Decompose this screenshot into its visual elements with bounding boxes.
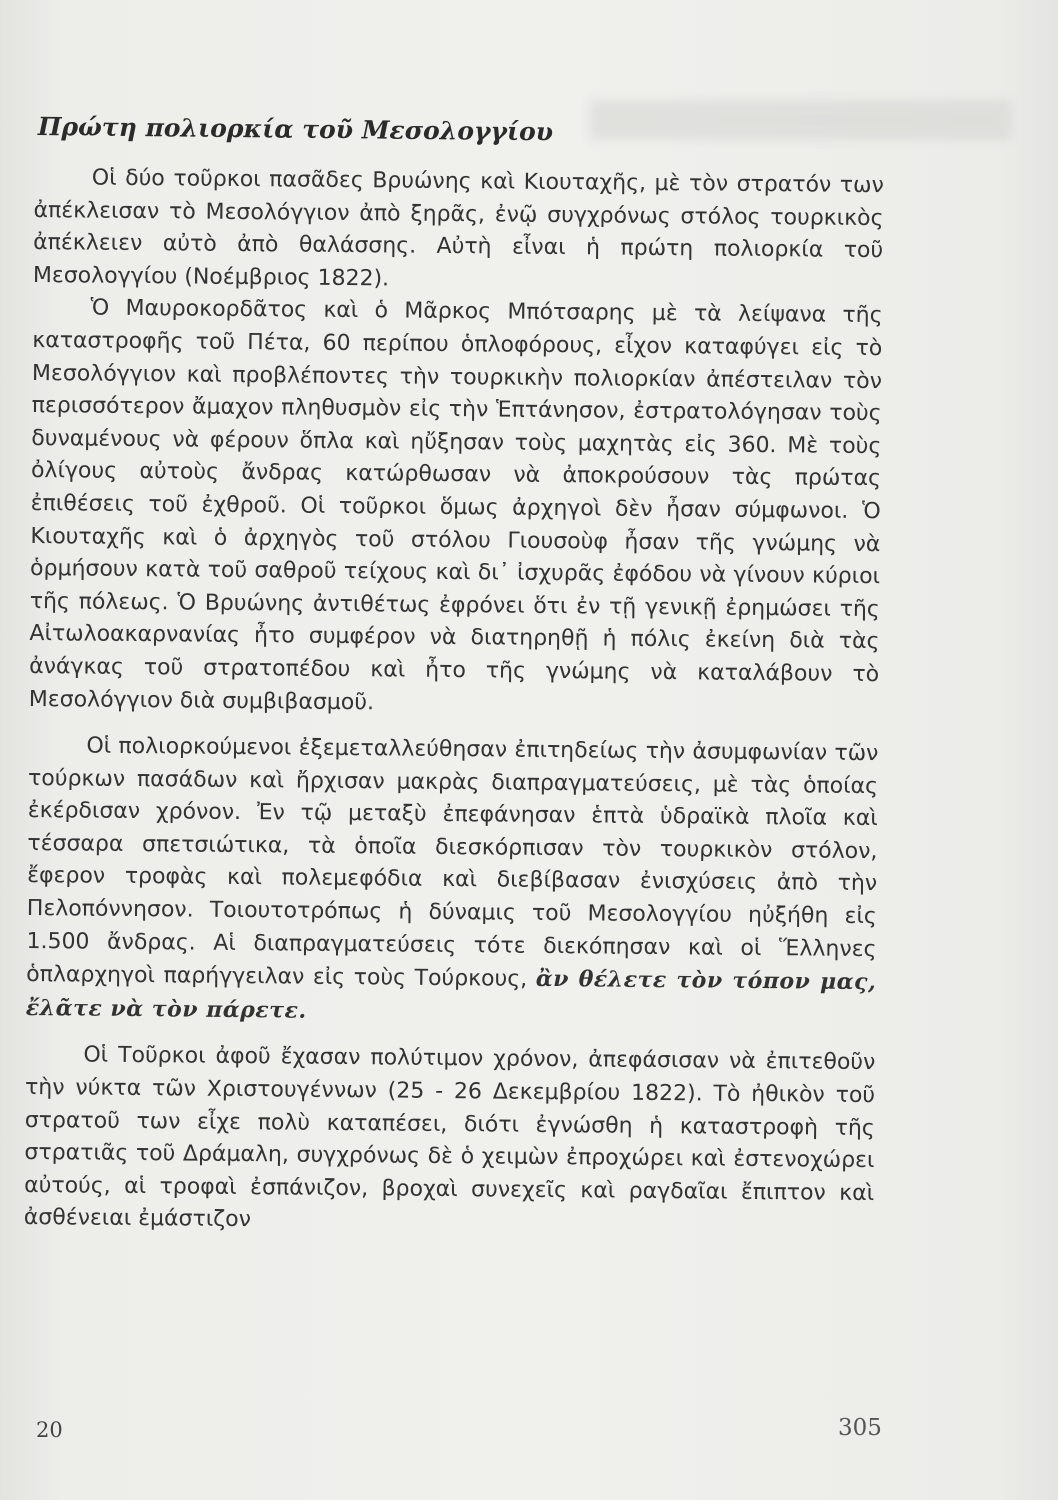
paragraph-3-quote: ἂν θέλετε τὸν τόπον μας, ἔλᾶτε νὰ τὸν πάρετε. [25, 966, 877, 1024]
paragraph-4: Οἱ Τοῦρκοι ἀφοῦ ἔχασαν πολύτιμον χρόνον, ἀπεφάσισαν νὰ ἐπιτεθοῦν τὴν νύκτα τῶν Χριστουγέννων (25 - 26 Δεκεμβρίου 1822). Τὸ ἠθικὸν τοῦ στρατοῦ των εἶχε πολὺ καταπέσει, διότι ἐγνώσθη ἡ καταστροφὴ τῆς στρατιᾶς τοῦ Δράμαλη, συγχρόνως δὲ ὁ χειμὼν ἐπροχώρει καὶ ἐστενοχώρει αὐτούς, αἱ τροφαὶ ἐσπάνιζον, βροχαὶ συνεχεῖς καὶ ραγδαῖαι ἔπιπτον καὶ ἀσθένειαι ἐμάστιζον [23, 1042, 876, 1233]
body-text [24, 162, 884, 1243]
section-heading: Πρώτη πολιορκία τοῦ Μεσολογγίου [37, 112, 554, 147]
bleed-through-shadow [590, 100, 1010, 140]
paragraph-3 [26, 730, 879, 1033]
page-number-right: 305 [838, 1415, 882, 1441]
page-number-left: 20 [36, 1418, 63, 1442]
paragraph-2: Ὁ Μαυροκορδᾶτος καὶ ὁ Μᾶρκος Μπότσαρης μὲ τὰ λείψανα τῆς καταστροφῆς τοῦ Πέτα, 60 περίπου ὁπλοφόρους, εἶχον καταφύγει εἰς τὸ Μεσολόγγιον καὶ προβλέποντες τὴν τουρκικὴν πολιορκίαν ἀπέστειλαν τὸν περισσότερον ἄμαχον πληθυσμὸν εἰς τὴν Ἑπτάνησον, ἐστρατολόγησαν τοὺς δυναμένους νὰ φέρουν ὅπλα καὶ ηὔξησαν τοὺς μαχητὰς εἰς 360. Μὲ τοὺς ὀλίγους αὐτοὺς ἄνδρας κατώρθωσαν νὰ ἀποκρούσουν τὰς πρώτας ἐπιθέσεις τοῦ ἐχθροῦ. Οἱ τοῦρκοι ὅμως ἀρχηγοὶ δὲν ἦσαν σύμφωνοι. Ὁ Κιουταχῆς καὶ ὁ ἀρχηγὸς τοῦ στόλου Γιουσοὺφ ἦσαν τῆς γνώμης νὰ ὁρμήσουν κατὰ τοῦ σαθροῦ τείχους καὶ δι᾽ ἰσχυρᾶς ἐφόδου νὰ γίνουν κύριοι τῆς πόλεως. Ὁ Βρυώνης ἀντιθέτως ἐφρόνει ὅτι ἐν τῇ γενικῇ ἐρημώσει τῆς Αἰτωλοακαρνανίας ἦτο συμφέρον νὰ διατηρηθῇ ἡ πόλις ἐκείνη διὰ τὰς ἀνάγκας τοῦ στρατοπέδου καὶ ἦτο τῆς γνώμης νὰ καταλάβουν τὸ Μεσολόγγιον διὰ συμβιβασμοῦ. [28, 295, 883, 715]
paragraph-3-text: Οἱ πολιορκούμενοι ἐξεμεταλλεύθησαν ἐπιτηδείως τὴν ἀσυμφωνίαν τῶν τούρκων πασάδων καὶ ἤρχισαν μακρὰς διαπραγματεύσεις, μὲ τὰς ὁποίας ἐκέρδισαν χρόνον. Ἐν τῷ μεταξὺ ἐπεφάνησαν ἑπτὰ ὑδραϊκὰ πλοῖα καὶ τέσσαρα σπετσιώτικα, τὰ ὁποῖα διεσκόρπισαν τὸν τουρκικὸν στόλον, ἔφερον τροφὰς καὶ πολεμεφόδια καὶ διεβίβασαν ἐνισχύσεις ἀπὸ τὴν Πελοπόννησον. Τοιουτοτρόπως ἡ δύναμις τοῦ Μεσολογγίου ηὐξήθη εἰς 1.500 ἄνδρας. Αἱ διαπραγματεύσεις τότε διεκόπησαν καὶ οἱ Ἕλληνες ὁπλαρχηγοὶ παρήγγειλαν εἰς τοὺς Τούρκους, [26, 733, 879, 993]
paragraph-1: Οἱ δύο τοῦρκοι πασᾶδες Βρυώνης καὶ Κιουταχῆς, μὲ τὸν στρατόν των ἀπέκλεισαν τὸ Μεσολόγγιον ἀπὸ ξηρᾶς, ἐνῷ συγχρόνως στόλος τουρκικὸς ἀπέκλειεν αὐτὸ ἀπὸ θαλάσσης. Αὐτὴ εἶναι ἡ πρώτη πολιορκία τοῦ Μεσολογγίου (Νοέμβριος 1822). [32, 165, 884, 292]
